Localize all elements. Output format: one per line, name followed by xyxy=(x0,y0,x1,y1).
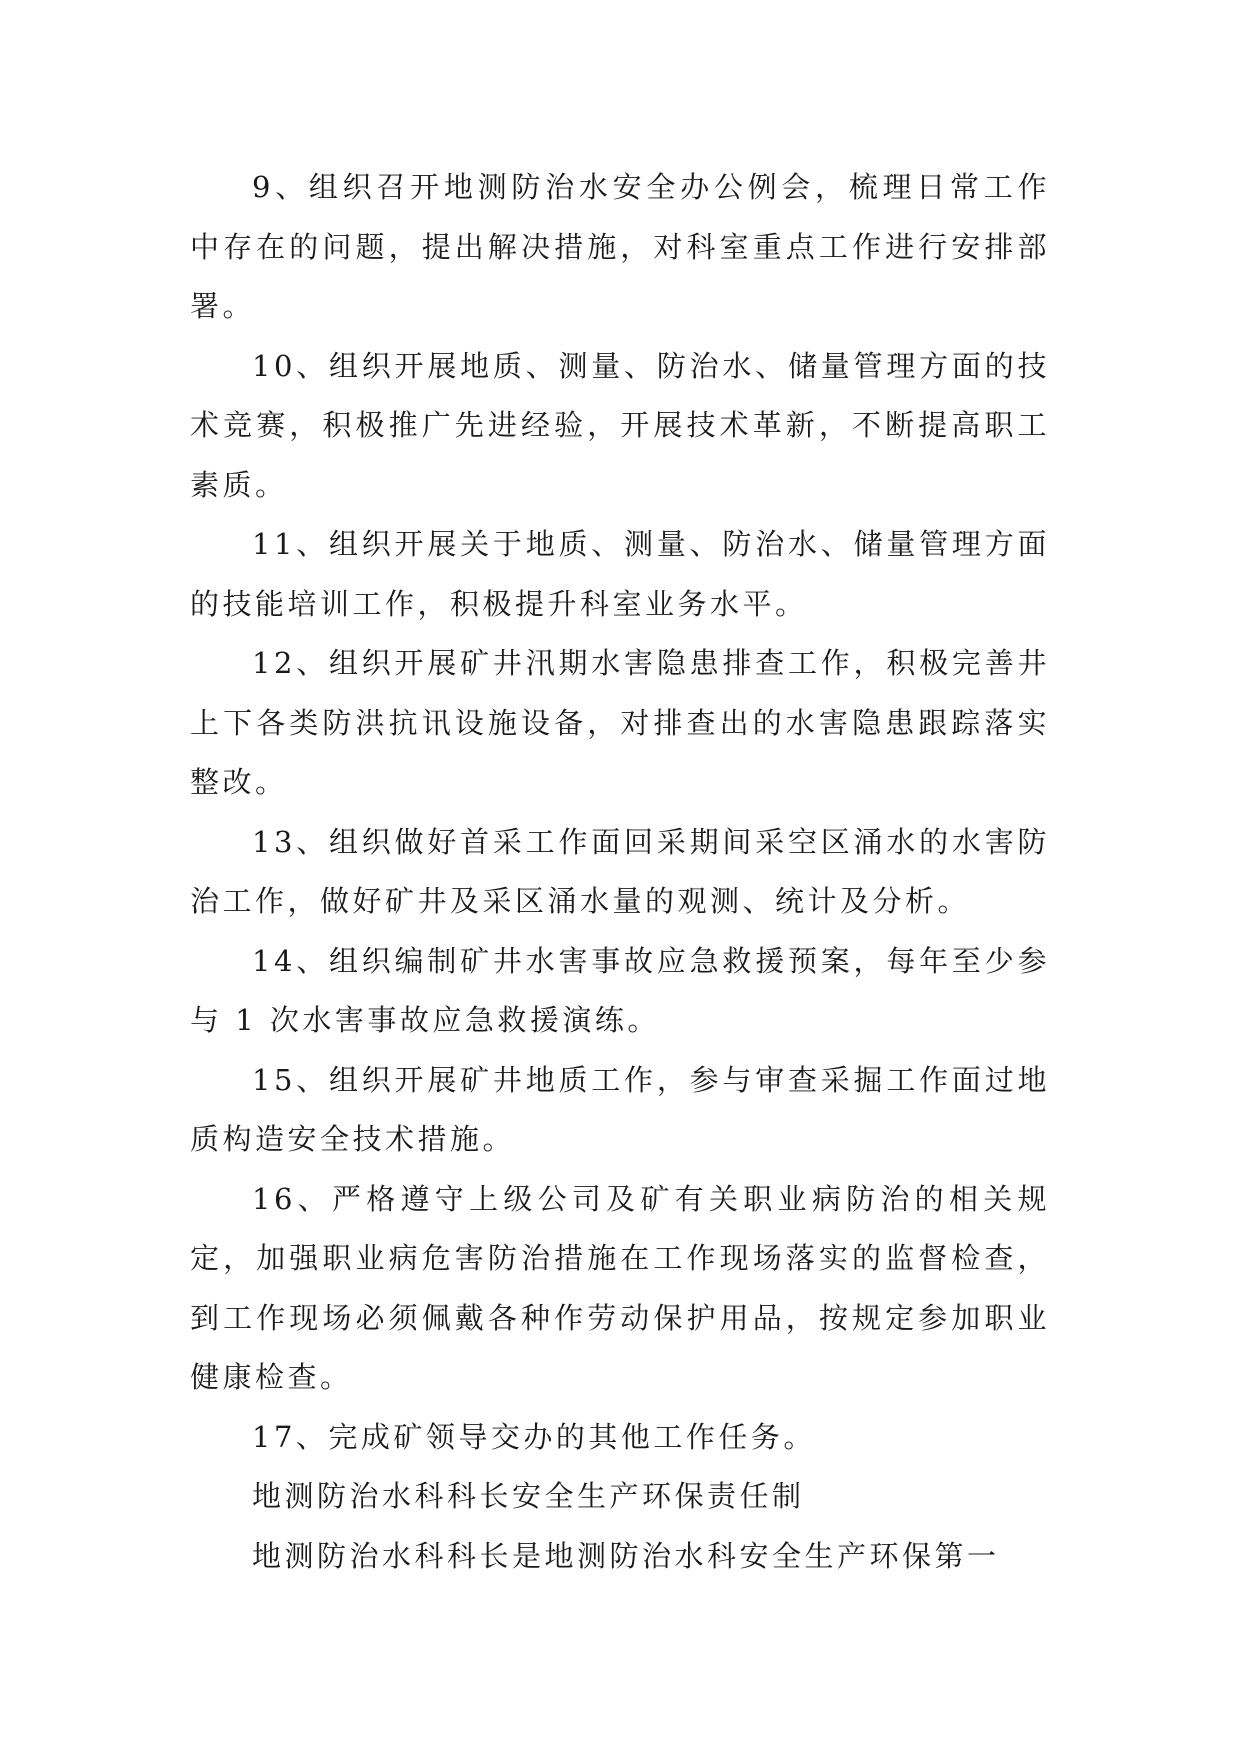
paragraph-10: 10、组织开展地质、测量、防治水、储量管理方面的技术竞赛，积极推广先进经验，开展技术革新，不断提高职工素质。 xyxy=(190,348,1050,502)
paragraph-11: 11、组织开展关于地质、测量、防治水、储量管理方面的技能培训工作，积极提升科室业务水平。 xyxy=(190,527,1050,621)
paragraph-9: 9、组织召开地测防治水安全办公例会，梳理日常工作中存在的问题，提出解决措施，对科室重点工作进行安排部署。 xyxy=(190,170,1050,323)
document-body xyxy=(190,158,1050,1586)
paragraph-15: 15、组织开展矿井地质工作，参与审查采掘工作面过地质构造安全技术措施。 xyxy=(190,1062,1050,1156)
paragraph-16: 16、严格遵守上级公司及矿有关职业病防治的相关规定，加强职业病危害防治措施在工作现场落实的监督检查，到工作现场必须佩戴各种作劳动保护用品，按规定参加职业健康检查。 xyxy=(190,1181,1050,1394)
paragraph-13: 13、组织做好首采工作面回采期间采空区涌水的水害防治工作，做好矿井及采区涌水量的观测、统计及分析。 xyxy=(190,824,1050,918)
paragraph-12: 12、组织开展矿井汛期水害隐患排查工作，积极完善井上下各类防洪抗讯设施设备，对排查出的水害隐患跟踪落实整改。 xyxy=(190,646,1050,799)
paragraph-section-intro: 地测防治水科科长是地测防治水科安全生产环保第一 xyxy=(252,1538,1000,1573)
section-heading: 地测防治水科科长安全生产环保责任制 xyxy=(252,1479,805,1513)
paragraph-17: 17、完成矿领导交办的其他工作任务。 xyxy=(252,1419,816,1454)
paragraph-14: 14、组织编制矿井水害事故应急救援预案，每年至少参与 1 次水害事故应急救援演练。 xyxy=(190,943,1050,1037)
